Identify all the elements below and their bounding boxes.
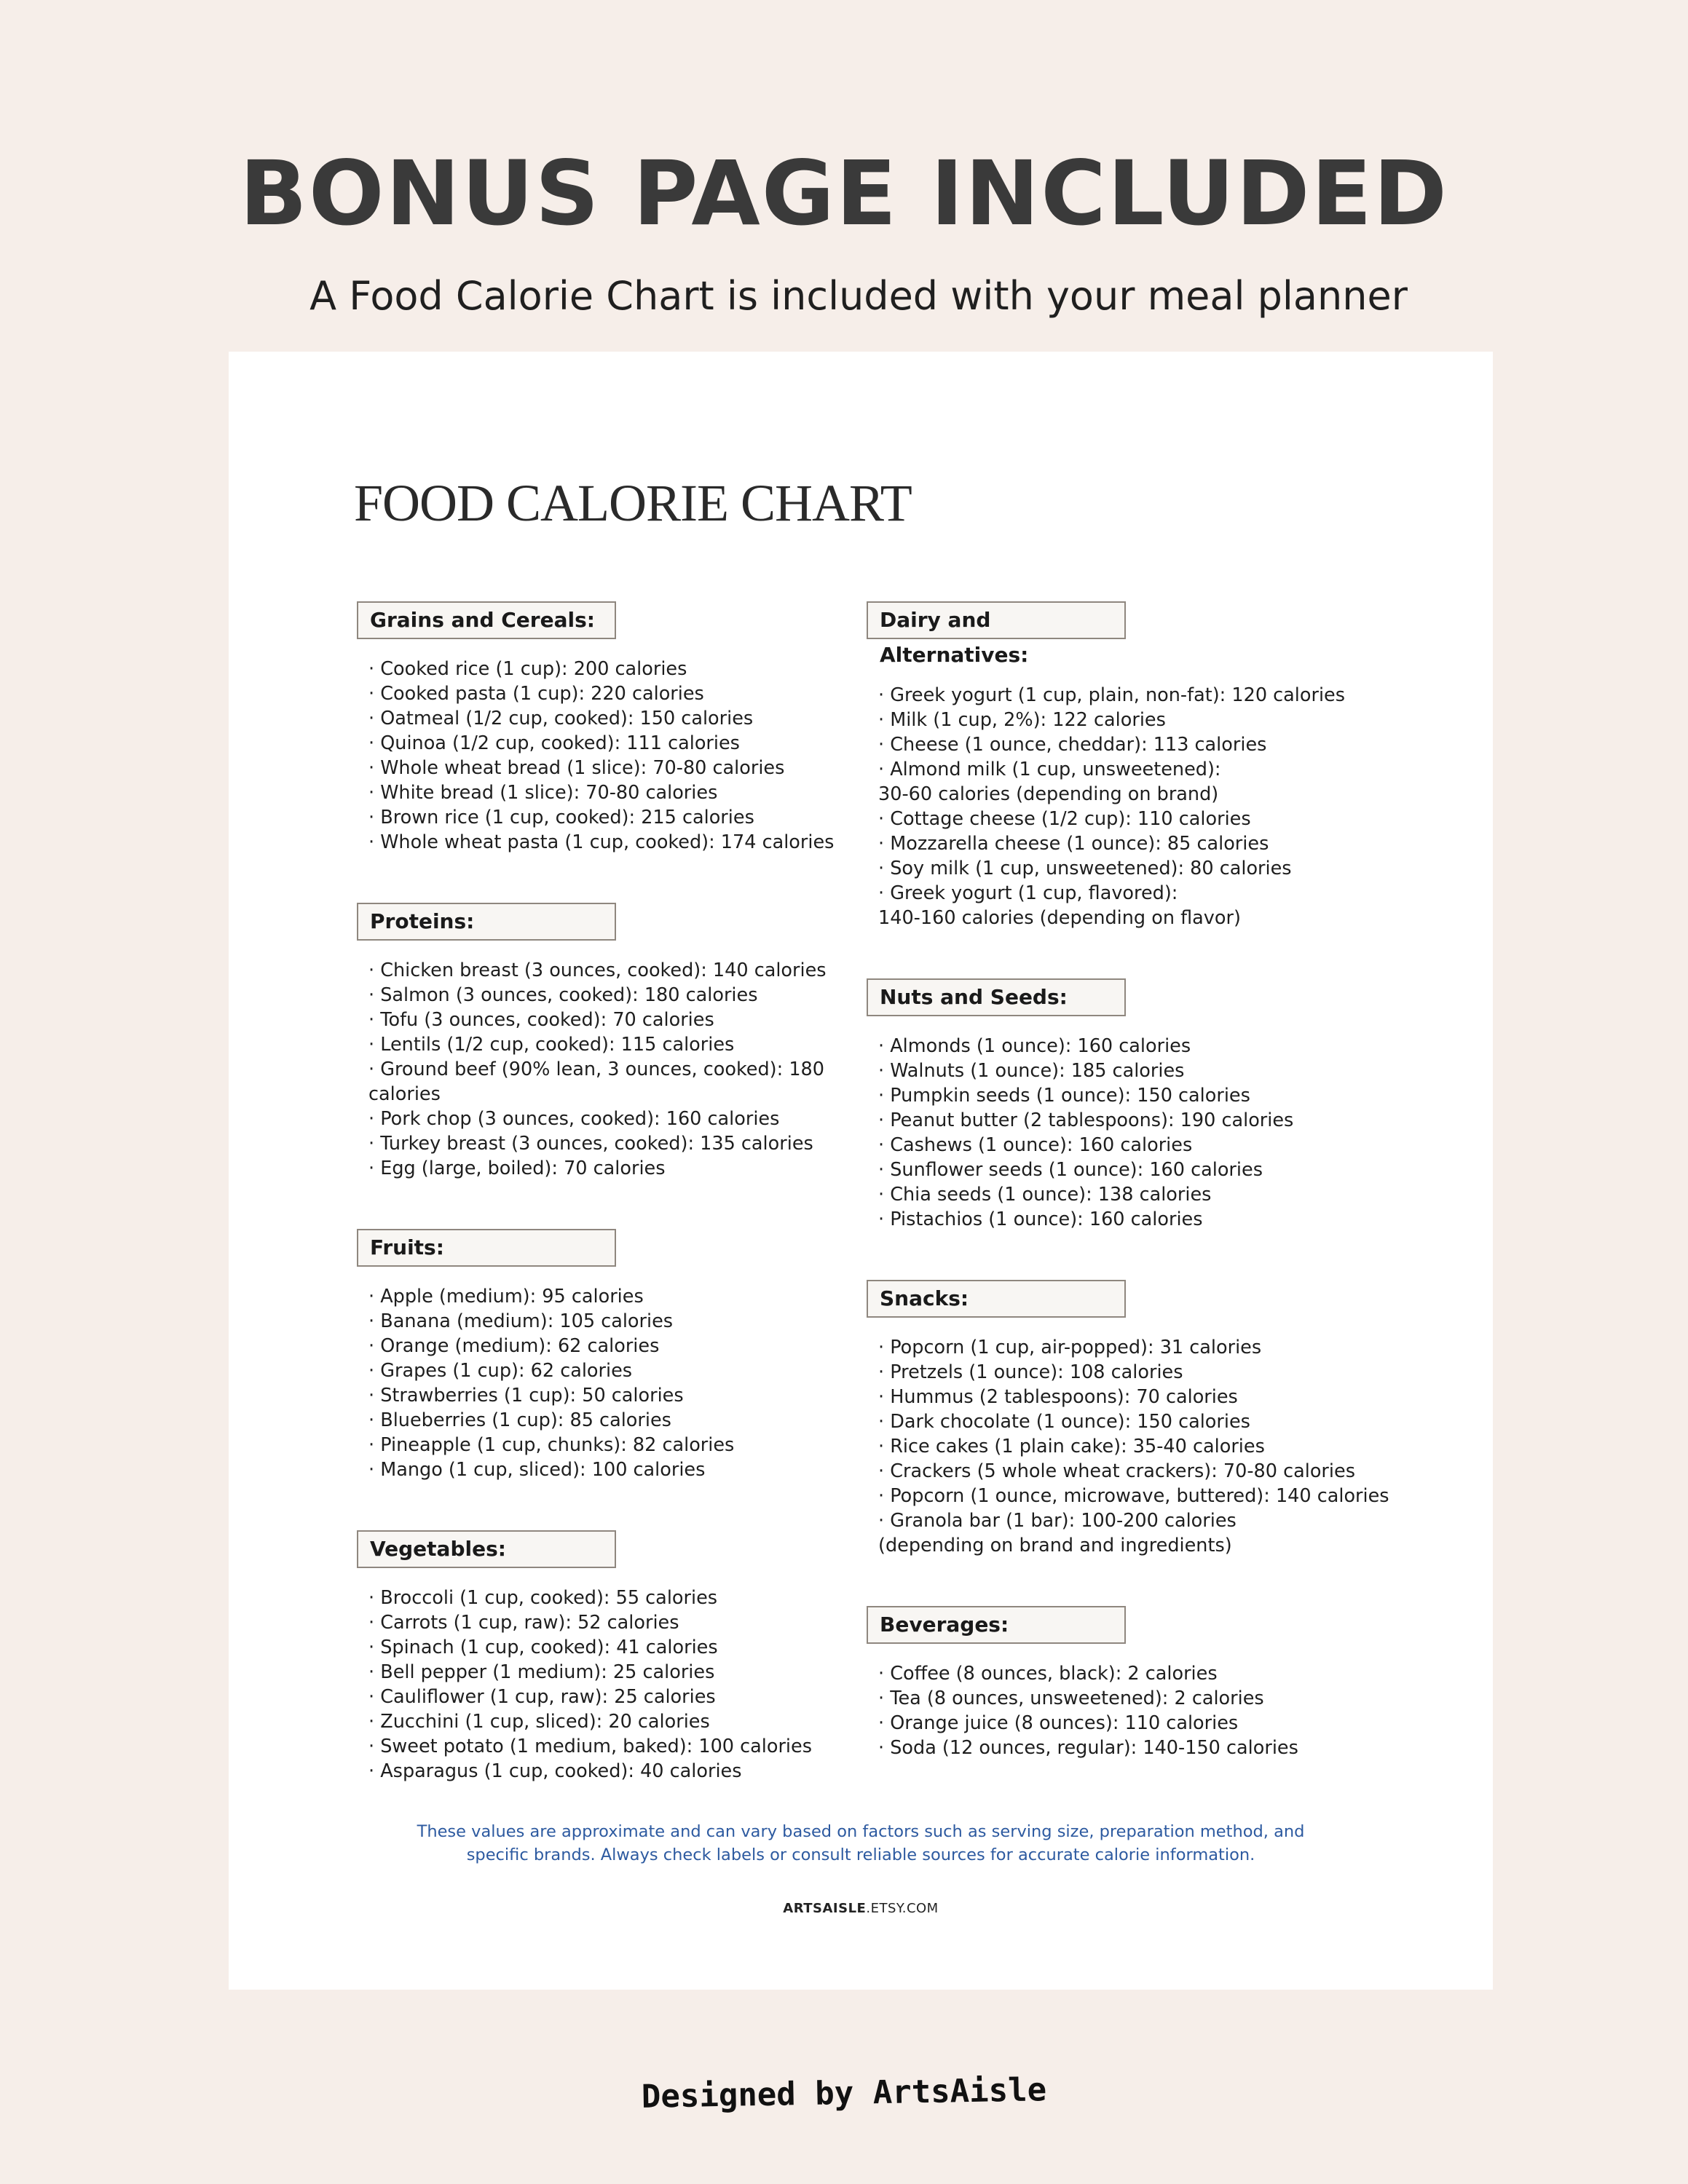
list-item: · Banana (medium): 105 calories <box>368 1309 867 1334</box>
section <box>357 903 867 1181</box>
calorie-chart-sheet <box>229 352 1493 1990</box>
list-item: · Sunflower seeds (1 ounce): 160 calories <box>878 1158 1420 1182</box>
list-item: · Egg (large, boiled): 70 calories <box>368 1156 867 1181</box>
section-label: Snacks: <box>867 1280 1126 1318</box>
list-item: · Chia seeds (1 ounce): 138 calories <box>878 1182 1420 1207</box>
section <box>867 1280 1420 1558</box>
section-label: Proteins: <box>357 903 616 941</box>
site-url-rest: .ETSY.COM <box>866 1901 939 1916</box>
list-item: · White bread (1 slice): 70-80 calories <box>368 780 867 805</box>
disclaimer-line-1: These values are approximate and can vary based on factors such as serving size, preparation method, and <box>417 1822 1305 1841</box>
section <box>357 1530 867 1784</box>
item-list <box>867 1661 1420 1760</box>
list-item: · Pretzels (1 ounce): 108 calories <box>878 1360 1420 1385</box>
list-item: · Soy milk (1 cup, unsweetened): 80 calories <box>878 856 1420 881</box>
item-list <box>357 1284 867 1482</box>
item-list <box>357 958 867 1181</box>
page-subtitle: A Food Calorie Chart is included with your meal planner <box>309 273 1408 319</box>
list-item: · Almonds (1 ounce): 160 calories <box>878 1034 1420 1059</box>
item-list <box>357 1586 867 1784</box>
list-item: · Whole wheat bread (1 slice): 70-80 calories <box>368 756 867 780</box>
list-item: · Pork chop (3 ounces, cooked): 160 calories <box>368 1107 867 1131</box>
list-item: · Tofu (3 ounces, cooked): 70 calories <box>368 1008 867 1032</box>
section <box>867 1606 1420 1760</box>
list-item: · Crackers (5 whole wheat crackers): 70-80 calories <box>878 1459 1420 1484</box>
list-item: · Cauliflower (1 cup, raw): 25 calories <box>368 1685 867 1709</box>
section <box>867 601 1420 930</box>
list-item: · Popcorn (1 ounce, microwave, buttered): 140 calories <box>878 1484 1420 1508</box>
list-item: · Pumpkin seeds (1 ounce): 150 calories <box>878 1083 1420 1108</box>
list-item: · Orange juice (8 ounces): 110 calories <box>878 1711 1420 1736</box>
list-item: · Sweet potato (1 medium, baked): 100 calories <box>368 1734 867 1759</box>
section-label: Fruits: <box>357 1229 616 1267</box>
list-item: · Dark chocolate (1 ounce): 150 calories <box>878 1409 1420 1434</box>
list-item: · Orange (medium): 62 calories <box>368 1334 867 1358</box>
section <box>867 978 1420 1232</box>
item-list <box>867 1034 1420 1232</box>
list-item: · Bell pepper (1 medium): 25 calories <box>368 1660 867 1685</box>
list-item: · Cottage cheese (1/2 cup): 110 calories <box>878 807 1420 831</box>
page-headline: BONUS PAGE INCLUDED <box>239 142 1449 245</box>
list-item: · Popcorn (1 cup, air-popped): 31 calories <box>878 1335 1420 1360</box>
section <box>357 1229 867 1482</box>
section-label: Beverages: <box>867 1606 1126 1644</box>
list-item: · Soda (12 ounces, regular): 140-150 calories <box>878 1736 1420 1760</box>
item-list <box>867 683 1420 930</box>
list-item: · Quinoa (1/2 cup, cooked): 111 calories <box>368 731 867 756</box>
list-item: · Blueberries (1 cup): 85 calories <box>368 1408 867 1433</box>
list-item: · Brown rice (1 cup, cooked): 215 calories <box>368 805 867 830</box>
list-item: · Carrots (1 cup, raw): 52 calories <box>368 1610 867 1635</box>
designer-credit: Designed by ArtsAisle <box>641 2071 1047 2116</box>
site-url-bold: ARTSAISLE <box>783 1901 867 1916</box>
list-item: · Lentils (1/2 cup, cooked): 115 calories <box>368 1032 867 1057</box>
list-item: · Tea (8 ounces, unsweetened): 2 calories <box>878 1686 1420 1711</box>
section-label: Nuts and Seeds: <box>867 978 1126 1016</box>
list-item: · Whole wheat pasta (1 cup, cooked): 174 calories <box>368 830 867 855</box>
item-list <box>357 657 867 855</box>
list-item: · Chicken breast (3 ounces, cooked): 140 calories <box>368 958 867 983</box>
left-column <box>357 601 867 1784</box>
list-item: · Greek yogurt (1 cup, plain, non-fat): 120 calories <box>878 683 1420 708</box>
list-item: · Turkey breast (3 ounces, cooked): 135 calories <box>368 1131 867 1156</box>
site-url <box>229 1901 1493 1916</box>
list-item: · Strawberries (1 cup): 50 calories <box>368 1383 867 1408</box>
list-item: · Hummus (2 tablespoons): 70 calories <box>878 1385 1420 1409</box>
list-item: · Coffee (8 ounces, black): 2 calories <box>878 1661 1420 1686</box>
disclaimer-line-2: specific brands. Always check labels or consult reliable sources for accurate calorie information. <box>466 1845 1255 1864</box>
list-item: · Almond milk (1 cup, unsweetened): 30-60 calories (depending on brand) <box>878 757 1420 807</box>
list-item: · Spinach (1 cup, cooked): 41 calories <box>368 1635 867 1660</box>
list-item: · Cheese (1 ounce, cheddar): 113 calories <box>878 732 1420 757</box>
list-item: · Cooked rice (1 cup): 200 calories <box>368 657 867 681</box>
list-item: · Oatmeal (1/2 cup, cooked): 150 calories <box>368 706 867 731</box>
list-item: · Greek yogurt (1 cup, flavored): 140-160 calories (depending on flavor) <box>878 881 1420 930</box>
list-item: · Broccoli (1 cup, cooked): 55 calories <box>368 1586 867 1610</box>
list-item: · Asparagus (1 cup, cooked): 40 calories <box>368 1759 867 1784</box>
list-item: · Grapes (1 cup): 62 calories <box>368 1358 867 1383</box>
list-item: · Walnuts (1 ounce): 185 calories <box>878 1059 1420 1083</box>
list-item: · Granola bar (1 bar): 100-200 calories (depending on brand and ingredients) <box>878 1508 1420 1558</box>
list-item: · Apple (medium): 95 calories <box>368 1284 867 1309</box>
section <box>357 601 867 855</box>
disclaimer-note <box>229 1820 1493 1867</box>
list-item: · Cooked pasta (1 cup): 220 calories <box>368 681 867 706</box>
list-item: · Ground beef (90% lean, 3 ounces, cooked): 180 calories <box>368 1057 867 1107</box>
item-list <box>867 1335 1420 1558</box>
chart-title: FOOD CALORIE CHART <box>354 474 912 532</box>
list-item: · Salmon (3 ounces, cooked): 180 calories <box>368 983 867 1008</box>
list-item: · Milk (1 cup, 2%): 122 calories <box>878 708 1420 732</box>
section-label: Vegetables: <box>357 1530 616 1568</box>
list-item: · Zucchini (1 cup, sliced): 20 calories <box>368 1709 867 1734</box>
list-item: · Rice cakes (1 plain cake): 35-40 calories <box>878 1434 1420 1459</box>
list-item: · Cashews (1 ounce): 160 calories <box>878 1133 1420 1158</box>
list-item: · Mango (1 cup, sliced): 100 calories <box>368 1457 867 1482</box>
list-item: · Pineapple (1 cup, chunks): 82 calories <box>368 1433 867 1457</box>
list-item: · Peanut butter (2 tablespoons): 190 calories <box>878 1108 1420 1133</box>
section-label: Dairy and Alternatives: <box>867 601 1126 639</box>
list-item: · Mozzarella cheese (1 ounce): 85 calories <box>878 831 1420 856</box>
section-label: Grains and Cereals: <box>357 601 616 639</box>
right-column <box>867 601 1420 1760</box>
list-item: · Pistachios (1 ounce): 160 calories <box>878 1207 1420 1232</box>
